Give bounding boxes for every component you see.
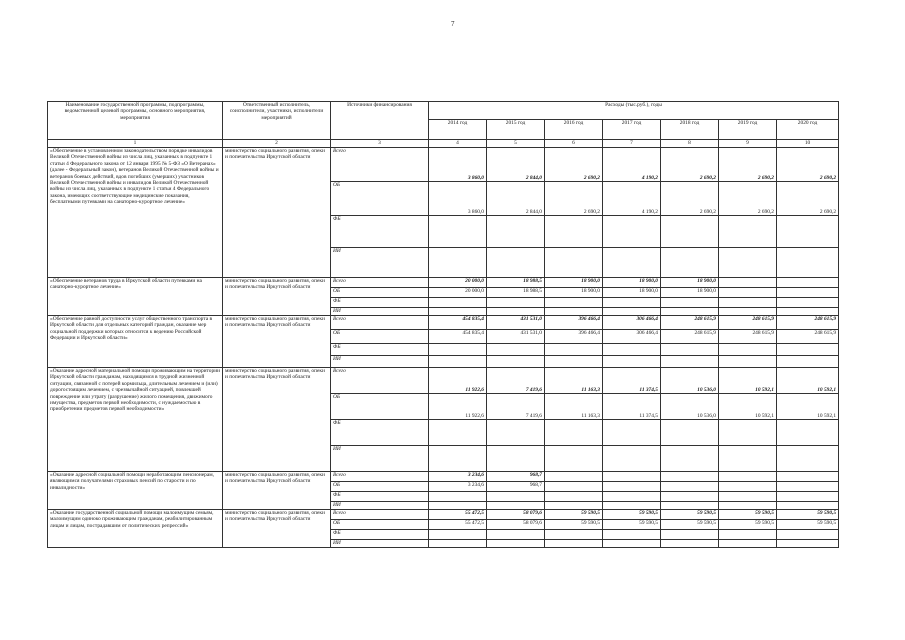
expense-value: 10 592,1	[719, 394, 777, 420]
column-number: 8	[661, 140, 719, 148]
expense-value: 59 590,5	[777, 520, 839, 530]
funding-source: Всего	[331, 510, 429, 520]
expense-value	[719, 472, 777, 482]
expense-value: 306 466,4	[603, 330, 661, 344]
expense-value	[661, 540, 719, 548]
expense-value: 7 419,6	[487, 394, 545, 420]
expense-value: 59 590,5	[603, 510, 661, 520]
funding-source: Всего	[331, 316, 429, 330]
expense-value	[429, 420, 487, 446]
expense-value	[777, 502, 839, 510]
expense-value: 4 190,2	[603, 182, 661, 216]
expense-value	[777, 308, 839, 316]
column-number: 3	[331, 140, 429, 148]
expense-value: 59 590,5	[545, 510, 603, 520]
expense-value: 18 900,0	[545, 288, 603, 298]
expense-value: 59 590,5	[777, 510, 839, 520]
expense-value	[545, 482, 603, 492]
expense-value	[429, 298, 487, 308]
page-number: 7	[451, 20, 455, 28]
expense-value	[661, 308, 719, 316]
funding-source: ИИ	[331, 502, 429, 510]
expense-value: 55 472,5	[429, 520, 487, 530]
expense-value	[777, 492, 839, 502]
expense-value: 306 466,4	[603, 316, 661, 330]
expense-value	[545, 492, 603, 502]
expense-value	[545, 216, 603, 248]
expense-value: 18 900,0	[603, 278, 661, 288]
header-year: 2017 год	[603, 120, 661, 140]
table-row	[48, 148, 839, 182]
column-number: 6	[545, 140, 603, 148]
funding-source: ФБ	[331, 216, 429, 248]
responsible-executor: министерство социального развития, опеки и попечительства Иркутской области	[223, 316, 331, 368]
expense-value	[429, 216, 487, 248]
expense-value: 59 590,5	[719, 520, 777, 530]
expense-value: 10 592,1	[719, 368, 777, 394]
expense-value: 3 234,6	[429, 472, 487, 482]
expense-value: 2 690,2	[777, 182, 839, 216]
expense-value	[719, 540, 777, 548]
program-name: «Обеспечение ветеранов труда в Иркутской области путевками на санаторно-курортное лечение»	[48, 278, 223, 316]
expense-value: 11 163,3	[545, 394, 603, 420]
expense-value	[545, 420, 603, 446]
expense-value	[661, 530, 719, 540]
table-row	[48, 278, 839, 288]
expense-value	[661, 298, 719, 308]
expense-value: 454 835,4	[429, 330, 487, 344]
expense-value: 18 900,0	[545, 278, 603, 288]
expense-value: 3 234,6	[429, 482, 487, 492]
header-expenses: Расходы (тыс.руб.), годы	[429, 102, 839, 120]
program-name: «Обеспечение в установленном законодательством порядке инвалидов Великой Отечественной войны из числа лиц, указанных в подпункте 1 статьи 4 Федерального закона от 12 января 1995 № 5-ФЗ «О Ветеранах» (далее - Федеральный закон), ветеранов Великой Отечественной войны и ветеранов боевых действий, вдов погибших (умерших) участников Великой Отечественной войны и инвалидов Великой Отечественной войны из числа лиц, указанных в подпункте 1 статьи 4 Федерального закона, имеющих соответствующие медицинские показания, бесплатными путевками на санаторно-курортное лечение»	[48, 148, 223, 278]
program-name: «Оказание адресной материальной помощи проживающим на территории Иркутской области гражданам, находящимся в трудной жизненной ситуации, связанной с потерей кормильца, длительным лечением и (или) дорогостоящим лечением, с чрезвычайной ситуацией, повлекшей повреждение или утрату (разрушение) жилого помещения, движимого имущества, предметов первой необходимости, с нуждаемостью в приобретении предметов первой необходимости»	[48, 368, 223, 472]
funding-source: ОБ	[331, 330, 429, 344]
expense-value	[545, 472, 603, 482]
expense-value	[545, 540, 603, 548]
expense-value	[777, 278, 839, 288]
expense-value	[661, 344, 719, 356]
expense-value	[661, 446, 719, 472]
expense-value: 2 690,2	[719, 148, 777, 182]
expense-value	[487, 530, 545, 540]
expense-value	[719, 482, 777, 492]
expense-value	[777, 482, 839, 492]
expense-value: 10 536,0	[661, 368, 719, 394]
expense-value: 2 844,0	[487, 148, 545, 182]
funding-source: ОБ	[331, 520, 429, 530]
expense-value: 59 590,5	[545, 520, 603, 530]
expense-value: 431 531,0	[487, 316, 545, 330]
table-row	[48, 316, 839, 330]
header-year: 2015 год	[487, 120, 545, 140]
expense-value	[661, 502, 719, 510]
expense-value	[603, 298, 661, 308]
program-name: «Обеспечение равной доступности услуг общественного транспорта в Иркутской области для отдельных категорий граждан, оказание мер социальной поддержки которых относится к ведению Российской Федерации и Иркутской области»	[48, 316, 223, 368]
expense-value	[661, 492, 719, 502]
funding-source: ФБ	[331, 530, 429, 540]
expense-value	[487, 216, 545, 248]
expense-value	[603, 472, 661, 482]
expense-value: 59 590,5	[603, 520, 661, 530]
expense-value: 454 835,4	[429, 316, 487, 330]
responsible-executor: министерство социального развития, опеки и попечительства Иркутской области	[223, 510, 331, 548]
expense-value	[661, 356, 719, 368]
expense-value: 2 844,0	[487, 182, 545, 216]
funding-source: Всего	[331, 472, 429, 482]
column-number: 2	[223, 140, 331, 148]
expense-value	[777, 420, 839, 446]
expense-value	[603, 530, 661, 540]
expense-value	[661, 420, 719, 446]
expense-value	[719, 248, 777, 278]
column-number: 9	[719, 140, 777, 148]
expense-value	[603, 356, 661, 368]
expense-value: 10 592,1	[777, 368, 839, 394]
funding-source: ОБ	[331, 182, 429, 216]
funding-source: ИИ	[331, 248, 429, 278]
expense-value	[545, 344, 603, 356]
expense-value	[777, 248, 839, 278]
expense-value: 2 690,2	[719, 182, 777, 216]
expense-value	[719, 288, 777, 298]
expense-value	[719, 278, 777, 288]
expense-value	[603, 482, 661, 492]
expense-value: 3 860,0	[429, 148, 487, 182]
expense-value	[487, 420, 545, 446]
expense-value	[429, 308, 487, 316]
expense-value	[603, 420, 661, 446]
expense-value	[603, 446, 661, 472]
expense-value: 59 590,5	[661, 520, 719, 530]
expense-value	[661, 472, 719, 482]
expense-value: 968,7	[487, 472, 545, 482]
expense-value: 248 615,9	[719, 330, 777, 344]
expense-value: 3 860,0	[429, 182, 487, 216]
expense-value	[777, 288, 839, 298]
program-name: «Оказание адресной социальной помощи неработающим пенсионерам, являющимся получателями страховых пенсий по старости и по инвалидности»	[48, 472, 223, 510]
expense-value	[777, 344, 839, 356]
expense-value	[719, 344, 777, 356]
funding-source: ФБ	[331, 298, 429, 308]
expense-value	[487, 344, 545, 356]
expense-value: 4 190,2	[603, 148, 661, 182]
expense-value	[545, 248, 603, 278]
expense-value: 18 900,0	[661, 288, 719, 298]
expense-value: 2 690,2	[661, 148, 719, 182]
expense-value: 2 690,2	[661, 182, 719, 216]
expense-value	[603, 492, 661, 502]
expense-value: 2 690,2	[777, 148, 839, 182]
expense-value: 11 374,5	[603, 368, 661, 394]
expense-value	[545, 356, 603, 368]
responsible-executor: министерство социального развития, опеки и попечительства Иркутской области	[223, 368, 331, 472]
expense-value	[487, 446, 545, 472]
responsible-executor: министерство социального развития, опеки и попечительства Иркутской области	[223, 472, 331, 510]
expense-value: 968,7	[487, 482, 545, 492]
expense-value	[719, 216, 777, 248]
expense-value	[719, 502, 777, 510]
expense-value	[603, 308, 661, 316]
funding-source: ИИ	[331, 446, 429, 472]
budget-table	[47, 101, 839, 548]
expense-value	[603, 502, 661, 510]
expense-value: 18 900,0	[603, 288, 661, 298]
expense-value	[545, 530, 603, 540]
expense-value	[777, 540, 839, 548]
expense-value: 11 922,6	[429, 394, 487, 420]
expense-value: 18 988,5	[487, 278, 545, 288]
expense-value	[603, 540, 661, 548]
column-number: 5	[487, 140, 545, 148]
responsible-executor: министерство социального развития, опеки и попечительства Иркутской области	[223, 278, 331, 316]
expense-value	[487, 308, 545, 316]
expense-value	[719, 356, 777, 368]
program-name: «Оказание государственной социальной помощи малоимущим семьям, малоимущим одиноко проживающим гражданам, реабилитированным лицам и лицам, пострадавшим от политических репрессий»	[48, 510, 223, 548]
expense-value	[429, 248, 487, 278]
expense-value	[777, 298, 839, 308]
column-number: 7	[603, 140, 661, 148]
expense-value: 11 922,6	[429, 368, 487, 394]
expense-value	[545, 308, 603, 316]
expense-value	[429, 446, 487, 472]
expense-value	[487, 492, 545, 502]
expense-value	[429, 502, 487, 510]
expense-value: 248 615,9	[719, 316, 777, 330]
expense-value	[719, 492, 777, 502]
expense-value: 396 466,4	[545, 316, 603, 330]
expense-value	[545, 298, 603, 308]
funding-source: Всего	[331, 148, 429, 182]
expense-value: 248 615,9	[777, 316, 839, 330]
expense-value	[545, 446, 603, 472]
expense-value: 7 419,6	[487, 368, 545, 394]
expense-value	[429, 492, 487, 502]
table-row	[48, 510, 839, 520]
expense-value	[719, 420, 777, 446]
funding-source: Всего	[331, 278, 429, 288]
funding-source: ОБ	[331, 394, 429, 420]
expense-value	[487, 502, 545, 510]
funding-source: Всего	[331, 368, 429, 394]
funding-source: ФБ	[331, 420, 429, 446]
expense-value	[719, 298, 777, 308]
column-number: 4	[429, 140, 487, 148]
column-number: 10	[777, 140, 839, 148]
funding-source: ОБ	[331, 482, 429, 492]
expense-value	[777, 472, 839, 482]
funding-source: ИИ	[331, 540, 429, 548]
expense-value: 10 536,0	[661, 394, 719, 420]
expense-value	[429, 344, 487, 356]
expense-value	[661, 216, 719, 248]
expense-value	[429, 356, 487, 368]
expense-value	[429, 540, 487, 548]
header-year: 2018 год	[661, 120, 719, 140]
expense-value: 248 615,9	[777, 330, 839, 344]
expense-value: 11 374,5	[603, 394, 661, 420]
funding-source: ФБ	[331, 492, 429, 502]
expense-value: 2 690,2	[545, 182, 603, 216]
funding-source: ОБ	[331, 288, 429, 298]
header-responsible: Ответственный исполнитель, соисполнители, участники, исполнители мероприятий	[223, 102, 331, 140]
expense-value: 20 000,0	[429, 288, 487, 298]
expense-value: 10 592,1	[777, 394, 839, 420]
expense-value: 59 590,5	[661, 510, 719, 520]
expense-value	[603, 216, 661, 248]
expense-value: 58 079,6	[487, 510, 545, 520]
expense-value: 18 988,5	[487, 288, 545, 298]
column-number: 1	[48, 140, 223, 148]
expense-value: 20 000,0	[429, 278, 487, 288]
funding-source: ИИ	[331, 356, 429, 368]
header-year: 2019 год	[719, 120, 777, 140]
expense-value: 248 615,9	[661, 330, 719, 344]
expense-value: 2 690,2	[545, 148, 603, 182]
expense-value	[429, 530, 487, 540]
funding-source: ИИ	[331, 308, 429, 316]
expense-value	[603, 344, 661, 356]
expense-value	[545, 502, 603, 510]
expense-value	[603, 248, 661, 278]
expense-value	[719, 308, 777, 316]
expense-value: 248 615,9	[661, 316, 719, 330]
header-year: 2016 год	[545, 120, 603, 140]
expense-value	[777, 216, 839, 248]
header-year: 2014 год	[429, 120, 487, 140]
expense-value	[661, 248, 719, 278]
expense-value	[777, 530, 839, 540]
expense-value	[719, 530, 777, 540]
expense-value: 431 531,0	[487, 330, 545, 344]
expense-value	[487, 248, 545, 278]
expense-value: 18 900,0	[661, 278, 719, 288]
expense-value	[661, 482, 719, 492]
expense-value: 11 163,3	[545, 368, 603, 394]
table-row	[48, 472, 839, 482]
expense-value	[487, 356, 545, 368]
expense-value	[777, 356, 839, 368]
header-sources: Источники финансирования	[331, 102, 429, 140]
header-name: Наименование государственной программы, подпрограммы, ведомственной целевой программы, основного мероприятия, мероприятия	[48, 102, 223, 140]
table-row	[48, 368, 839, 394]
responsible-executor: министерство социального развития, опеки и попечительства Иркутской области	[223, 148, 331, 278]
expense-value: 59 590,5	[719, 510, 777, 520]
expense-value	[777, 446, 839, 472]
expense-value: 396 466,4	[545, 330, 603, 344]
expense-value: 55 472,5	[429, 510, 487, 520]
expense-value	[487, 540, 545, 548]
header-year: 2020 год	[777, 120, 839, 140]
funding-source: ФБ	[331, 344, 429, 356]
expense-value	[487, 298, 545, 308]
expense-value	[719, 446, 777, 472]
expense-value: 58 079,6	[487, 520, 545, 530]
